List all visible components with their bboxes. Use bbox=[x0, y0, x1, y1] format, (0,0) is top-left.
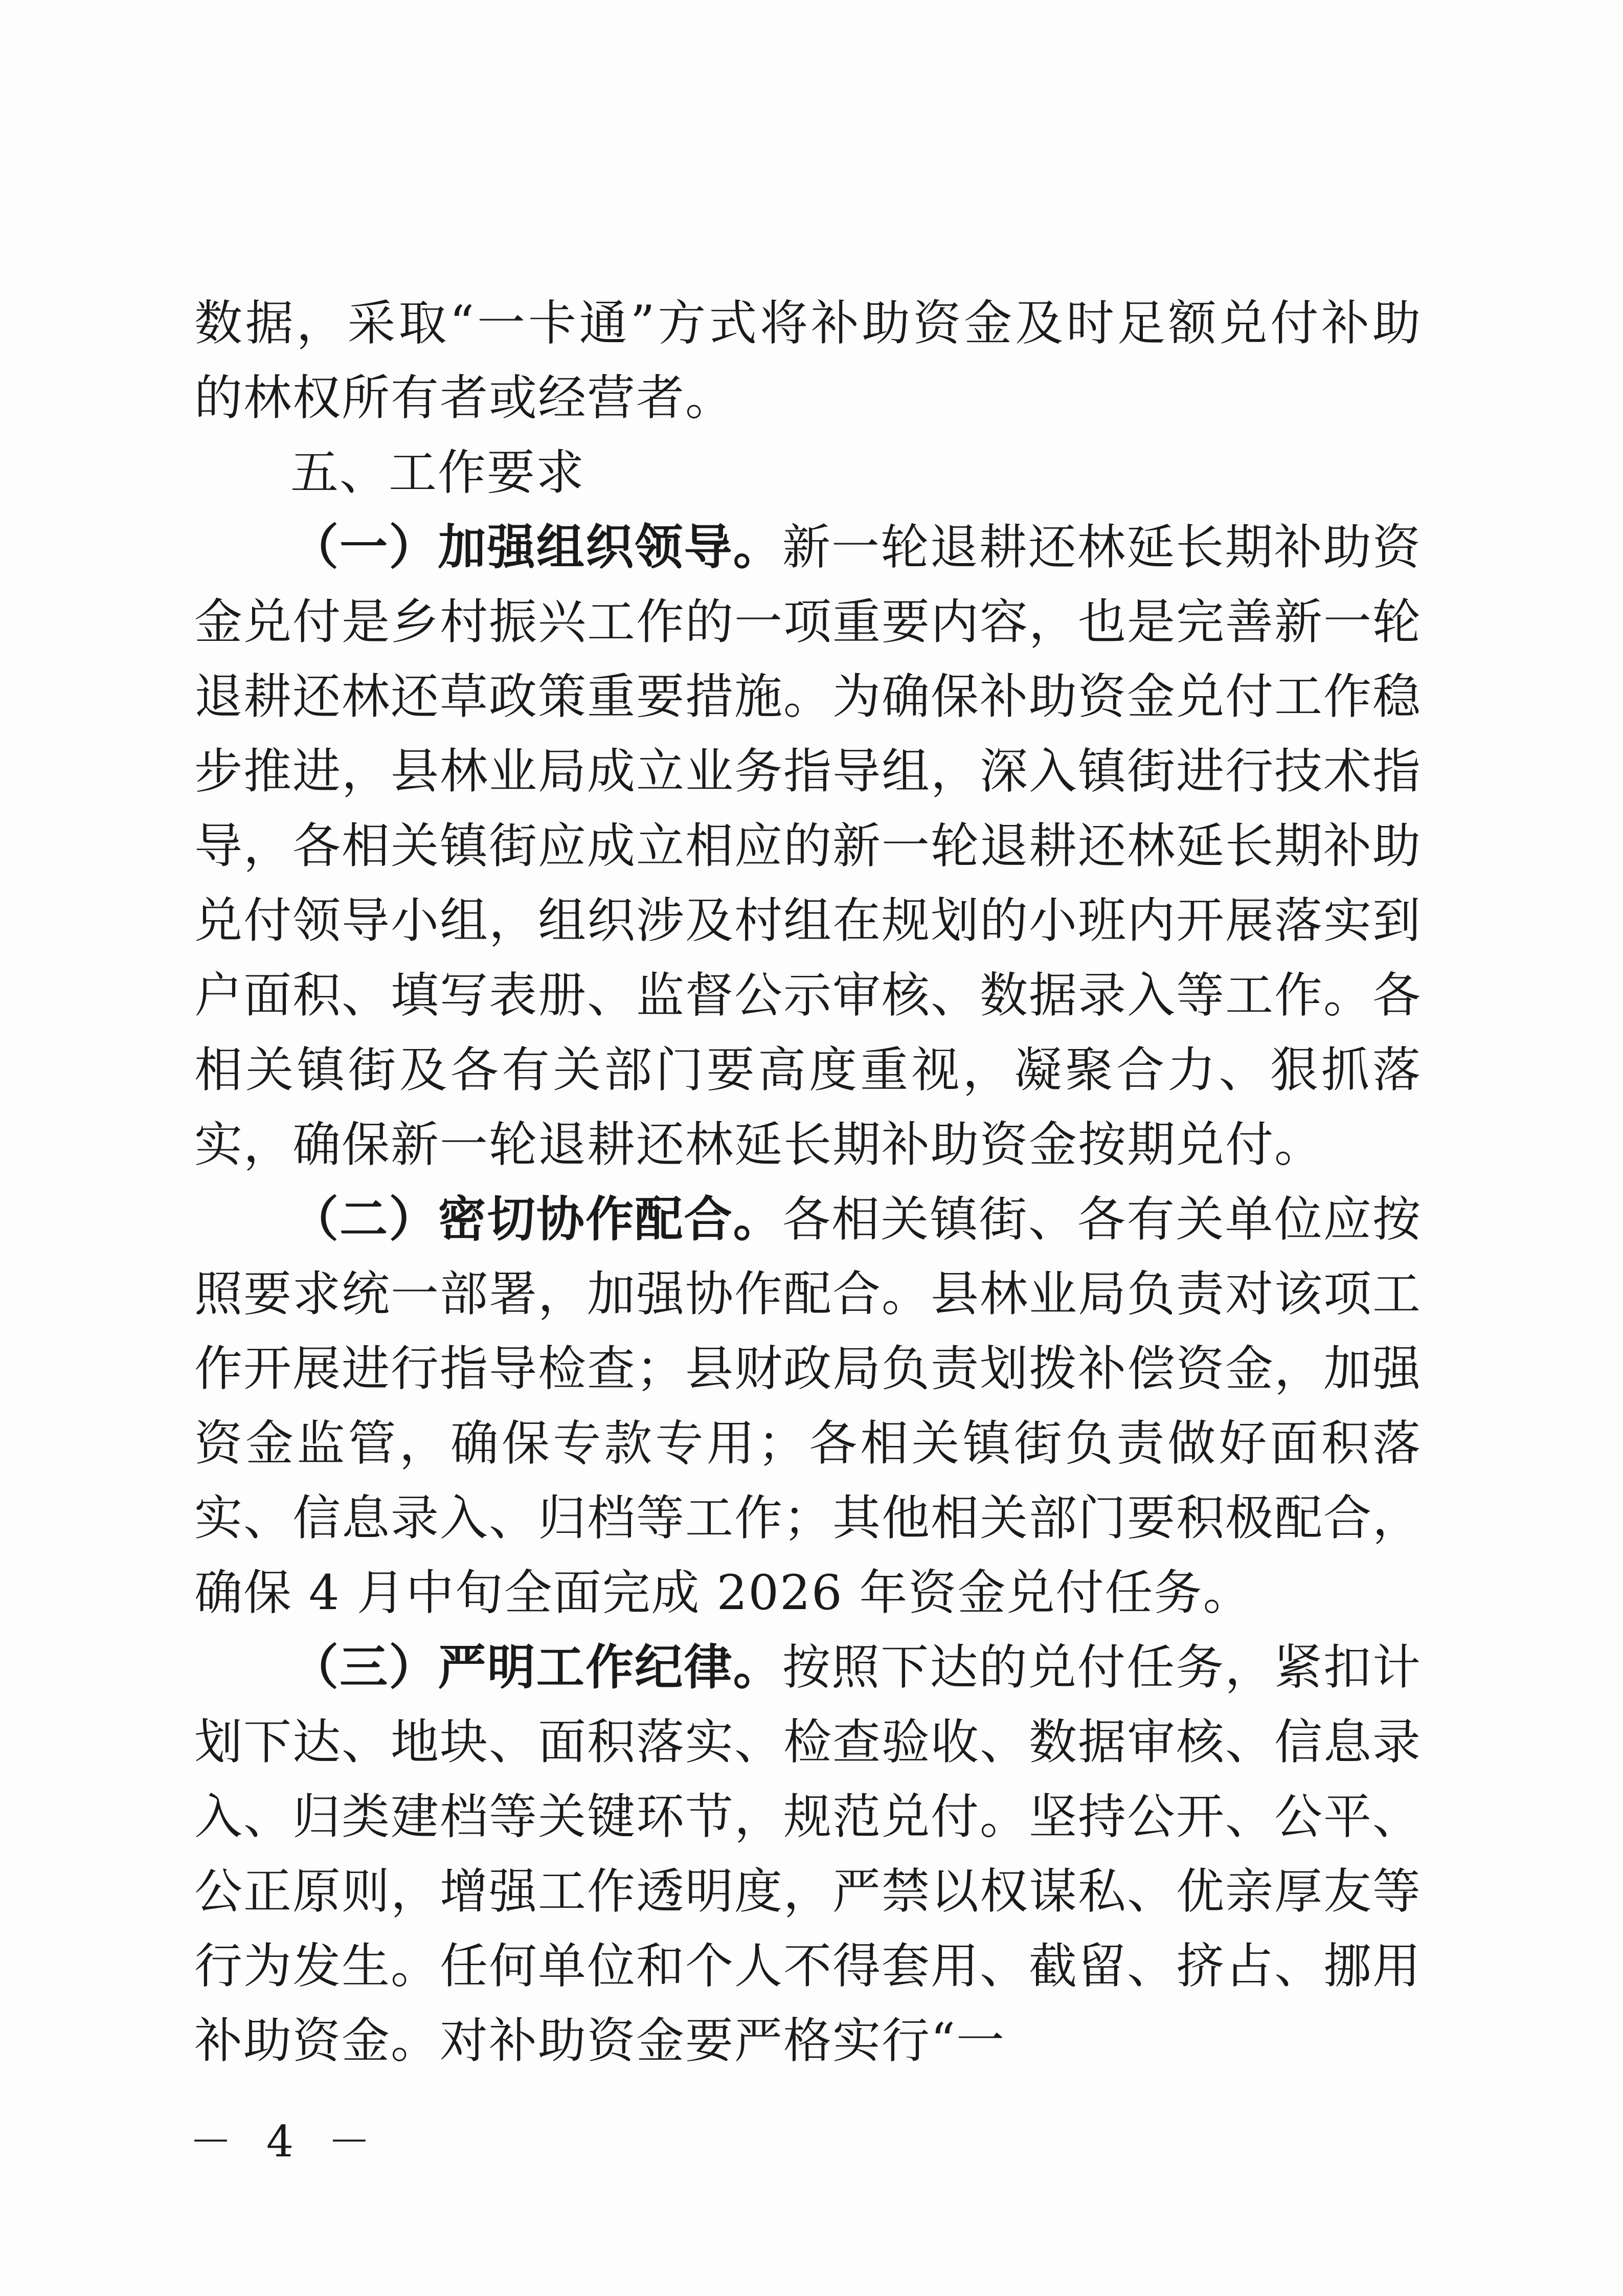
item-text-1: 新一轮退耕还林延长期补助资金兑付是乡村振兴工作的一项重要内容，也是完善新一轮退耕还林还草政策重要措施。为确保补助资金兑付工作稳步推进，县林业局成立业务指导组，深入镇街进行技术指导，各相关镇街应成立相应的新一轮退耕还林延长期补助兑付领导小组，组织涉及村组在规划的小班内开展落实到户面积、填写表册、监督公示审核、数据录入等工作。各相关镇街及各有关部门要高度重视，凝聚合力、狠抓落实，确保新一轮退耕还林延长期补助资金按期兑付。 bbox=[194, 520, 1422, 1173]
document-body bbox=[194, 286, 1422, 2079]
item-text-2: 各相关镇街、各有关单位应按照要求统一部署，加强协作配合。县林业局负责对该项工作开展进行指导检查；县财政局负责划拨补偿资金，加强资金监管，确保专款专用；各相关镇街负责做好面积落实、信息录入、归档等工作；其他相关部门要积极配合，确保 4 月中旬全面完成 2026 年资金兑付任务。 bbox=[194, 1192, 1422, 1621]
page-number: － 4 － bbox=[189, 2116, 381, 2167]
item-lead-2: （二）密切协作配合。 bbox=[290, 1192, 782, 1247]
item-paragraph-3 bbox=[194, 1631, 1422, 2079]
continuation-paragraph: 数据，采取“一卡通”方式将补助资金及时足额兑付补助的林权所有者或经营者。 bbox=[194, 296, 1422, 426]
item-lead-1: （一）加强组织领导。 bbox=[290, 520, 782, 575]
item-text-3: 按照下达的兑付任务，紧扣计划下达、地块、面积落实、检查验收、数据审核、信息录入、归类建档等关键环节，规范兑付。坚持公开、公平、公正原则，增强工作透明度，严禁以权谋私、优亲厚友等行为发生。任何单位和个人不得套用、截留、挤占、挪用补助资金。对补助资金要严格实行“一 bbox=[194, 1640, 1422, 2069]
item-lead-3: （三）严明工作纪律。 bbox=[290, 1640, 782, 1696]
item-paragraph-2 bbox=[194, 1183, 1422, 1631]
section-heading: 五、工作要求 bbox=[290, 445, 585, 501]
item-paragraph-1 bbox=[194, 510, 1422, 1183]
